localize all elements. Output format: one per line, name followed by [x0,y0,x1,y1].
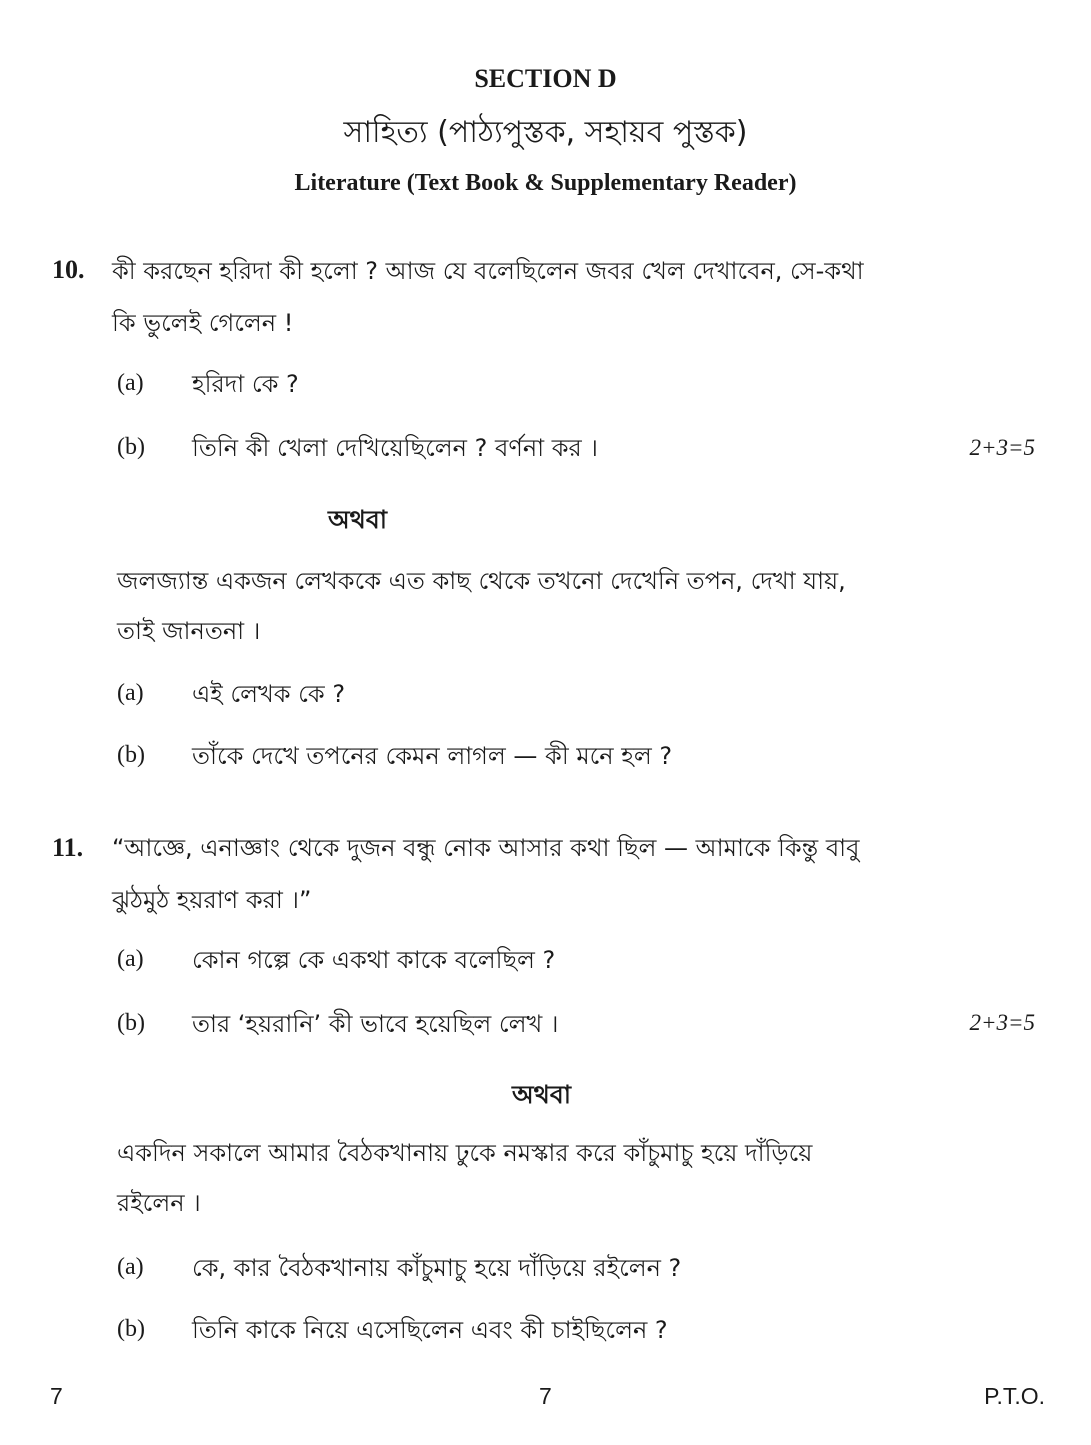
question-11-line-1: “আজ্ঞে, এনাজ্ঞাং থেকে দুজন বন্ধু নোক আসার কথা ছিল — আমাকে কিন্তু বাবু [112,834,860,862]
section-heading: SECTION D [474,64,617,93]
q11-a-label: (a) [117,946,144,972]
literature-title: Literature (Text Book & Supplementary Reader) [294,170,797,196]
bengali-section-title: সাহিত্য (পাঠ্যপুস্তক, সহায়ব পুস্তক) [343,115,748,150]
q11-alt-a-text: কে, কার বৈঠকখানায় কাঁচুমাচু হয়ে দাঁড়িয়ে রইলেন ? [192,1254,682,1282]
q11-alt-a-label: (a) [117,1254,144,1280]
q11-a-text: কোন গল্পে কে একথা কাকে বলেছিল ? [192,946,556,974]
question-10-number: 10. [52,255,85,284]
q11-alt-line-1: একদিন সকালে আমার বৈঠকখানায় ঢুকে নমস্কার করে কাঁচুমাচু হয়ে দাঁড়িয়ে [117,1139,813,1167]
question-11-line-2: ঝুঠমুঠ হয়রাণ করা ।” [112,886,312,914]
question-10-line-2: কি ভুলেই গেলেন ! [112,309,294,337]
q10-a-label: (a) [117,370,144,396]
q11-marks: 2+3=5 [969,1010,1035,1035]
question-10-line-1: কী করছেন হরিদা কী হলো ? আজ যে বলেছিলেন জবর খেল দেখাবেন, সে-কথা [112,257,864,285]
footer-page-left: 7 [50,1383,63,1409]
q10-marks: 2+3=5 [969,435,1035,460]
q10-alt-a-label: (a) [117,680,144,706]
q10-alt-b-text: তাঁকে দেখে তপনের কেমন লাগল — কী মনে হল ? [192,742,673,770]
q11-alt-line-2: রইলেন । [117,1189,201,1217]
q10-b-text: তিনি কী খেলা দেখিয়েছিলেন ? বর্ণনা কর । [192,434,598,462]
q11-alt-b-text: তিনি কাকে নিয়ে এসেছিলেন এবং কী চাইছিলেন ? [192,1316,668,1344]
footer-page-center: 7 [539,1383,552,1409]
q10-alt-line-2: তাই জানতনা । [117,617,261,645]
q10-b-label: (b) [117,434,145,460]
q11-or-heading: অথবা [512,1080,572,1109]
q11-alt-b-label: (b) [117,1316,145,1342]
question-11-number: 11. [52,833,84,862]
q10-alt-line-1: জলজ্যান্ত একজন লেখককে এত কাছ থেকে তখনো দেখেনি তপন, দেখা যায়, [117,567,846,595]
q10-a-text: হরিদা কে ? [192,370,299,398]
q11-b-label: (b) [117,1010,145,1036]
footer-pto: P.T.O. [984,1383,1045,1409]
q11-b-text: তার ‘হয়রানি’ কী ভাবে হয়েছিল লেখ । [192,1010,559,1038]
q10-alt-a-text: এই লেখক কে ? [192,680,346,708]
q10-or-heading: অথবা [328,505,388,534]
q10-alt-b-label: (b) [117,742,145,768]
